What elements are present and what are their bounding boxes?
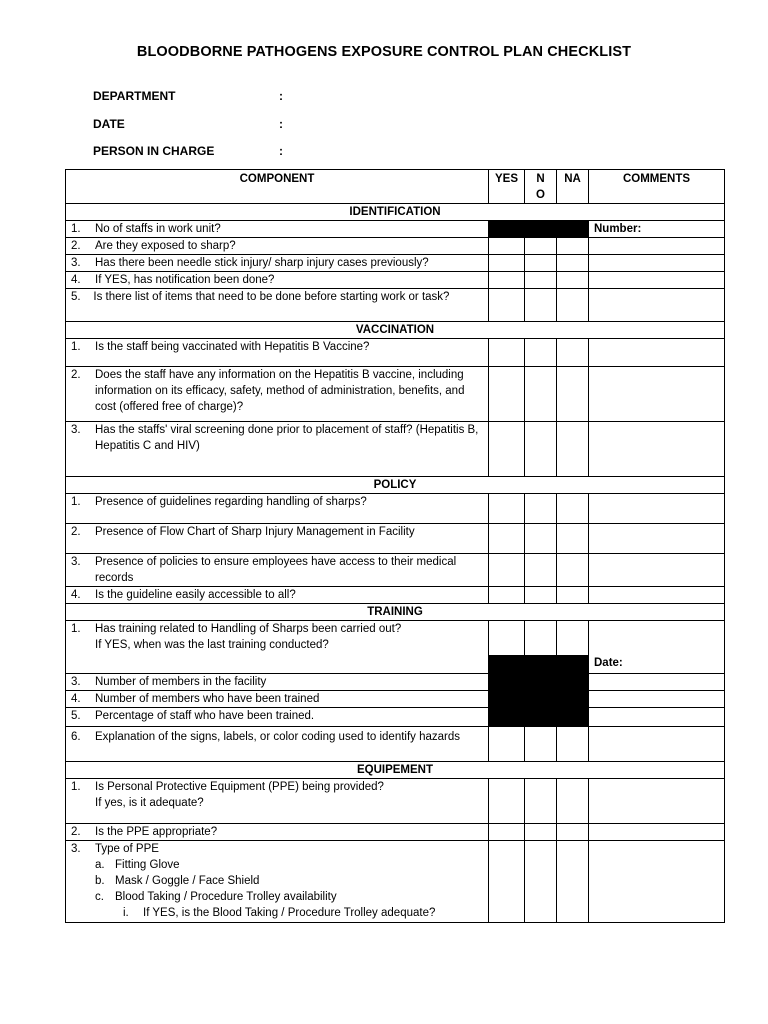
question-number: 6. xyxy=(71,731,81,743)
table-row xyxy=(66,587,725,604)
na-cell[interactable] xyxy=(557,621,589,656)
question-number: 3. xyxy=(71,556,81,568)
table-row xyxy=(66,621,725,656)
no-cell[interactable] xyxy=(525,621,557,656)
table-header-row xyxy=(66,170,725,204)
section-row xyxy=(66,204,725,221)
yes-cell[interactable] xyxy=(489,824,525,841)
comment-cell[interactable] xyxy=(589,238,725,255)
na-cell[interactable] xyxy=(557,339,589,367)
no-cell[interactable] xyxy=(525,824,557,841)
table-row xyxy=(66,524,725,554)
section-title-vaccination: VACCINATION xyxy=(66,322,725,339)
yes-cell[interactable] xyxy=(489,587,525,604)
question-text-line2: If yes, is it adequate? xyxy=(95,797,204,809)
table-row xyxy=(66,272,725,289)
no-cell[interactable] xyxy=(525,238,557,255)
yes-cell[interactable] xyxy=(489,621,525,656)
section-title-equipement: EQUIPEMENT xyxy=(66,762,725,779)
question-text: Type of PPE xyxy=(95,843,159,855)
comment-cell[interactable] xyxy=(589,727,725,762)
comment-cell[interactable] xyxy=(589,367,725,422)
no-cell[interactable] xyxy=(525,339,557,367)
question-number: 2. xyxy=(71,826,81,838)
na-cell[interactable] xyxy=(557,554,589,587)
no-cell[interactable] xyxy=(525,841,557,923)
department-colon: : xyxy=(279,89,283,103)
table-row xyxy=(66,289,725,322)
yes-cell[interactable] xyxy=(489,238,525,255)
no-cell[interactable] xyxy=(525,524,557,554)
blocked-cell xyxy=(489,674,525,691)
question-text: Is there list of items that need to be done before starting work or task? xyxy=(93,291,450,303)
question-cell xyxy=(66,238,489,255)
question-text: Is Personal Protective Equipment (PPE) being provided? xyxy=(95,781,384,793)
comment-cell[interactable] xyxy=(589,272,725,289)
question-text: Number of members who have been trained xyxy=(95,693,320,705)
comment-cell[interactable] xyxy=(589,824,725,841)
blocked-cell xyxy=(557,708,589,727)
na-cell[interactable] xyxy=(557,367,589,422)
date-label: DATE xyxy=(93,117,125,131)
comment-cell[interactable] xyxy=(589,779,725,824)
column-header-na: NA xyxy=(557,170,589,204)
na-cell[interactable] xyxy=(557,422,589,477)
question-cell xyxy=(66,272,489,289)
no-cell[interactable] xyxy=(525,422,557,477)
yes-cell[interactable] xyxy=(489,524,525,554)
na-cell[interactable] xyxy=(557,779,589,824)
department-label: DEPARTMENT xyxy=(93,89,176,103)
question-cell xyxy=(66,524,489,554)
table-row xyxy=(66,841,725,923)
blocked-cell xyxy=(525,656,557,674)
question-number: 3. xyxy=(71,676,81,688)
table-row xyxy=(66,824,725,841)
section-row xyxy=(66,604,725,621)
na-cell[interactable] xyxy=(557,841,589,923)
question-cell xyxy=(66,824,489,841)
table-row xyxy=(66,727,725,762)
person-in-charge-label: PERSON IN CHARGE xyxy=(93,144,215,158)
na-cell[interactable] xyxy=(557,238,589,255)
no-cell[interactable] xyxy=(525,727,557,762)
question-number: 2. xyxy=(71,240,81,252)
blocked-cell xyxy=(557,221,589,238)
question-number: 5. xyxy=(71,710,81,722)
question-text: Has the staffs' viral screening done prior to placement of staff? (Hepatitis B, Hepatitis C and HIV) xyxy=(95,424,479,452)
question-text: Is the guideline easily accessible to all? xyxy=(95,589,296,601)
question-cell xyxy=(66,779,489,824)
column-header-comments: COMMENTS xyxy=(589,170,725,204)
table-row xyxy=(66,779,725,824)
no-cell[interactable] xyxy=(525,494,557,524)
question-number: 1. xyxy=(71,496,81,508)
na-cell[interactable] xyxy=(557,289,589,322)
table-row xyxy=(66,221,725,238)
yes-cell[interactable] xyxy=(489,272,525,289)
question-number: 3. xyxy=(71,424,81,436)
question-cell xyxy=(66,339,489,367)
page-title: BLOODBORNE PATHOGENS EXPOSURE CONTROL PLAN CHECKLIST xyxy=(136,44,632,60)
table-row xyxy=(66,691,725,708)
question-number: 5. xyxy=(71,291,81,303)
comment-cell[interactable] xyxy=(589,422,725,477)
comment-cell[interactable] xyxy=(589,708,725,727)
no-cell[interactable] xyxy=(525,587,557,604)
question-number: 1. xyxy=(71,623,81,635)
question-text: No of staffs in work unit? xyxy=(95,223,221,235)
comment-cell[interactable] xyxy=(589,587,725,604)
sub-sub-item-number: i. xyxy=(123,907,129,919)
column-header-no-line1: N xyxy=(536,173,545,185)
section-row xyxy=(66,762,725,779)
comment-date-label: Date: xyxy=(589,621,725,674)
comment-cell[interactable] xyxy=(589,339,725,367)
question-text: Presence of Flow Chart of Sharp Injury Management in Facility xyxy=(95,526,415,538)
yes-cell[interactable] xyxy=(489,779,525,824)
sub-item-text: Blood Taking / Procedure Trolley availability xyxy=(115,891,337,903)
sub-sub-item-text: If YES, is the Blood Taking / Procedure Trolley adequate? xyxy=(143,907,436,919)
comment-cell[interactable] xyxy=(589,494,725,524)
blocked-cell xyxy=(557,656,589,674)
na-cell[interactable] xyxy=(557,494,589,524)
question-text: Has there been needle stick injury/ sharp injury cases previously? xyxy=(95,257,429,269)
question-text: Percentage of staff who have been trained. xyxy=(95,710,315,722)
question-cell xyxy=(66,587,489,604)
question-text: Explanation of the signs, labels, or color coding used to identify hazards xyxy=(95,731,461,743)
question-cell xyxy=(66,494,489,524)
question-cell xyxy=(66,554,489,587)
comment-cell[interactable] xyxy=(589,841,725,923)
sub-item-text: Fitting Glove xyxy=(115,859,180,871)
section-row xyxy=(66,322,725,339)
column-header-component: COMPONENT xyxy=(66,170,489,204)
blocked-cell xyxy=(557,691,589,708)
question-cell xyxy=(66,221,489,238)
table-row xyxy=(66,494,725,524)
blocked-cell xyxy=(525,691,557,708)
person-in-charge-colon: : xyxy=(279,144,283,158)
na-cell[interactable] xyxy=(557,824,589,841)
na-cell[interactable] xyxy=(557,524,589,554)
yes-cell[interactable] xyxy=(489,367,525,422)
yes-cell[interactable] xyxy=(489,255,525,272)
no-cell[interactable] xyxy=(525,779,557,824)
no-cell[interactable] xyxy=(525,367,557,422)
question-cell xyxy=(66,621,489,674)
question-text: Presence of policies to ensure employees have access to their medical records xyxy=(95,556,457,584)
yes-cell[interactable] xyxy=(489,422,525,477)
blocked-cell xyxy=(525,221,557,238)
question-cell xyxy=(66,708,489,727)
yes-cell[interactable] xyxy=(489,554,525,587)
question-text-line2: If YES, when was the last training conducted? xyxy=(95,639,329,651)
question-number: 1. xyxy=(71,781,81,793)
question-number: 4. xyxy=(71,274,81,286)
column-header-yes: YES xyxy=(489,170,525,204)
table-row xyxy=(66,238,725,255)
na-cell[interactable] xyxy=(557,255,589,272)
section-title-identification: IDENTIFICATION xyxy=(66,204,725,221)
question-number: 4. xyxy=(71,589,81,601)
table-row xyxy=(66,422,725,477)
question-text: Are they exposed to sharp? xyxy=(95,240,236,252)
column-header-no-line2: O xyxy=(536,189,545,201)
blocked-cell xyxy=(557,674,589,691)
no-cell[interactable] xyxy=(525,255,557,272)
question-cell xyxy=(66,691,489,708)
sub-item-text: Mask / Goggle / Face Shield xyxy=(115,875,260,887)
question-cell xyxy=(66,255,489,272)
comment-cell[interactable] xyxy=(589,524,725,554)
section-row xyxy=(66,477,725,494)
blocked-cell xyxy=(489,221,525,238)
question-text: Number of members in the facility xyxy=(95,676,267,688)
question-cell xyxy=(66,289,489,322)
no-cell[interactable] xyxy=(525,554,557,587)
yes-cell[interactable] xyxy=(489,339,525,367)
question-cell xyxy=(66,422,489,477)
table-row xyxy=(66,255,725,272)
na-cell[interactable] xyxy=(557,727,589,762)
yes-cell[interactable] xyxy=(489,494,525,524)
blocked-cell xyxy=(525,674,557,691)
no-cell[interactable] xyxy=(525,272,557,289)
question-number: 1. xyxy=(71,341,81,353)
date-colon: : xyxy=(279,117,283,131)
checklist-table xyxy=(65,169,725,923)
sub-item-number: c. xyxy=(95,891,104,903)
question-number: 4. xyxy=(71,693,81,705)
table-row xyxy=(66,554,725,587)
question-text: Presence of guidelines regarding handling of sharps? xyxy=(95,496,367,508)
question-number: 2. xyxy=(71,369,81,381)
comment-cell[interactable] xyxy=(589,691,725,708)
yes-cell[interactable] xyxy=(489,841,525,923)
question-text: Has training related to Handling of Sharps been carried out? xyxy=(95,623,402,635)
table-row xyxy=(66,339,725,367)
question-cell xyxy=(66,727,489,762)
section-title-policy: POLICY xyxy=(66,477,725,494)
question-text: Does the staff have any information on the Hepatitis B vaccine, including information on its efficacy, safety, method of administration, benefits, and cost (offered free of charge)? xyxy=(95,369,465,413)
question-number: 3. xyxy=(71,843,81,855)
question-number: 2. xyxy=(71,526,81,538)
blocked-cell xyxy=(489,708,525,727)
comment-cell[interactable] xyxy=(589,554,725,587)
yes-cell[interactable] xyxy=(489,289,525,322)
question-cell xyxy=(66,841,489,923)
blocked-cell xyxy=(525,708,557,727)
yes-cell[interactable] xyxy=(489,727,525,762)
sub-item-number: a. xyxy=(95,859,105,871)
blocked-cell xyxy=(489,691,525,708)
table-row xyxy=(66,367,725,422)
sub-item-number: b. xyxy=(95,875,105,887)
comment-cell[interactable] xyxy=(589,674,725,691)
no-cell[interactable] xyxy=(525,289,557,322)
na-cell[interactable] xyxy=(557,272,589,289)
question-cell xyxy=(66,367,489,422)
comment-cell[interactable] xyxy=(589,289,725,322)
comment-cell[interactable] xyxy=(589,255,725,272)
question-number: 3. xyxy=(71,257,81,269)
question-number: 1. xyxy=(71,223,81,235)
na-cell[interactable] xyxy=(557,587,589,604)
table-row xyxy=(66,708,725,727)
question-text: If YES, has notification been done? xyxy=(95,274,275,286)
column-header-no xyxy=(525,170,557,204)
comment-number-label: Number: xyxy=(589,221,725,238)
question-cell xyxy=(66,674,489,691)
section-title-training: TRAINING xyxy=(66,604,725,621)
table-row xyxy=(66,674,725,691)
blocked-cell xyxy=(489,656,525,674)
question-text: Is the staff being vaccinated with Hepatitis B Vaccine? xyxy=(95,341,370,353)
question-text: Is the PPE appropriate? xyxy=(95,826,218,838)
